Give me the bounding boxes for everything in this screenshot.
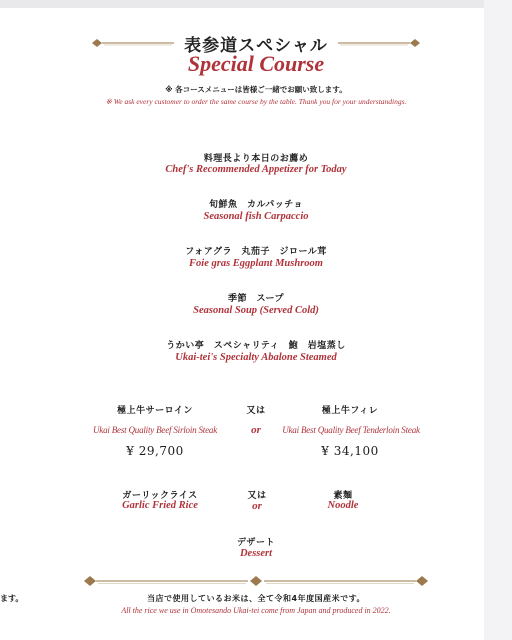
dessert-en: Dessert [239,548,273,559]
course-4-en: Seasonal Soup (Served Cold) [193,305,319,316]
rice-or-en: or [252,500,262,512]
steak-left-jp: 極上牛サーロイン [117,406,193,416]
rice-or-jp: 又は [247,491,267,501]
course-2-en: Seasonal fish Carpaccio [203,211,309,222]
steak-right-jp: 極上牛フィレ [321,406,379,416]
course-2-jp: 旬鮮魚 カルパッチョ [208,200,304,210]
footer-jp: 当店で使用しているお米は、全て令和4年度国産米です。 [147,594,365,603]
course-5-jp: うかい亭 スペシャリティ 鮑 岩塩蒸し [166,341,346,351]
note-japanese: ※ 各コースメニューは皆様ご一緒でお願い致します。 [165,85,347,94]
course-3-en: Foie gras Eggplant Mushroom [189,258,323,269]
rice-right-en: Noodle [327,500,359,511]
steak-right-en: Ukai Best Quality Beef Tenderloin Steak [282,425,420,435]
rice-left-jp: ガーリックライス [122,491,198,501]
course-5-en: Ukai-tei's Specialty Abalone Steamed [175,352,337,363]
steak-left-en: Ukai Best Quality Beef Sirloin Steak [92,425,218,435]
steak-or-jp: 又は [246,406,266,416]
footer-en: All the rice we use in Omotesando Ukai-tei come from Japan and produced in 2022. [121,606,391,615]
title-japanese: 表参道スペシャル [184,36,328,56]
footer-ornament [84,575,428,587]
steak-or-en: or [251,424,261,436]
course-1-en: Chef's Recommended Appetizer for Today [165,164,347,175]
course-3-jp: フォアグラ 丸茄子 ジロール茸 [185,247,327,257]
steak-left-price: ¥ 29,700 [126,444,184,458]
title-english: Special Course [187,51,325,76]
course-1-jp: 料理長より本日のお薦め [203,154,309,164]
course-4-jp: 季節 スープ [227,294,285,304]
note-english: ※ We ask every customer to order the same course by the table. Thank you for your understandings. [105,97,407,106]
adjacent-page-text: ます。 [0,594,24,603]
rice-right-jp: 素麺 [333,491,353,501]
rice-left-en: Garlic Fried Rice [122,500,198,511]
dessert-jp: デザート [236,538,275,548]
steak-right-price: ¥ 34,100 [321,444,379,458]
